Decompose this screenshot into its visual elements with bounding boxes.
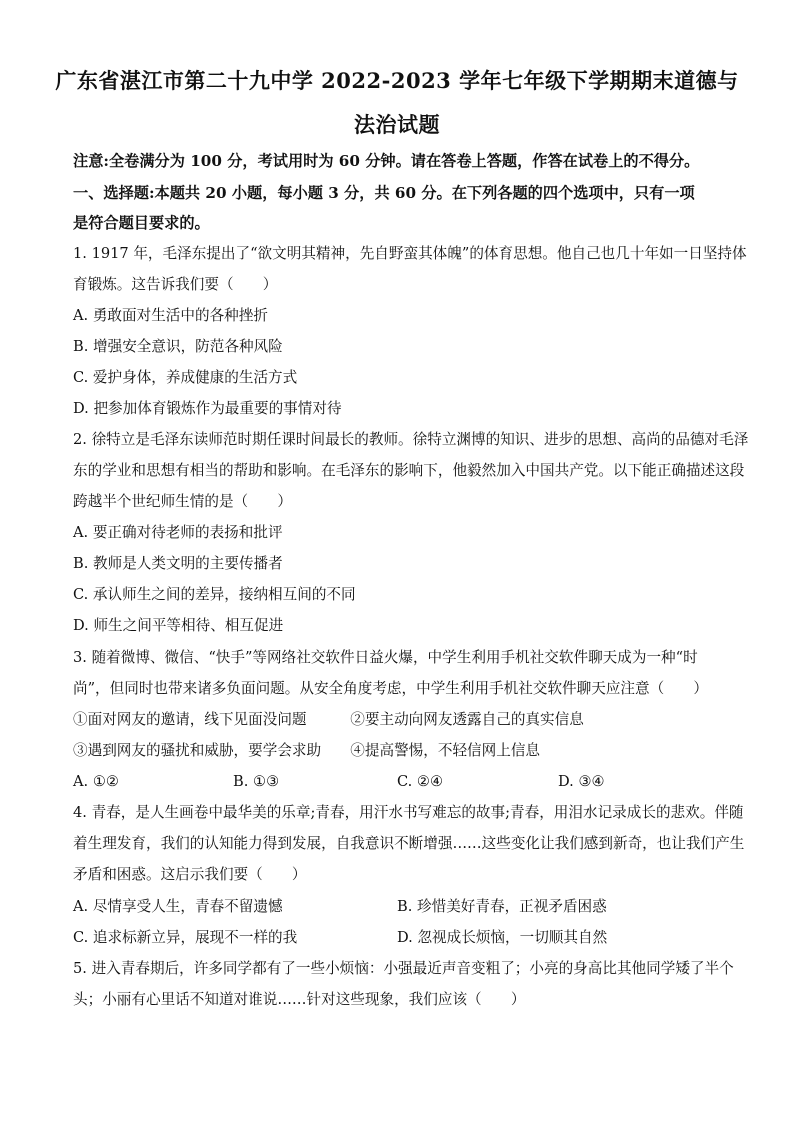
question-3-statements-1-2: ①面对网友的邀请，线下见面没问题 ②要主动向网友透露自己的真实信息	[73, 711, 584, 728]
exam-notice: 注意:全卷满分为 100 分，考试用时为 60 分钟。请在答卷上答题，作答在试卷上的不得分。	[73, 152, 700, 170]
question-5-stem-line-2: 头；小丽有心里话不知道对谁说……针对这些现象，我们应该（ ）	[73, 991, 526, 1008]
question-4-stem-line-1: 4. 青春，是人生画卷中最华美的乐章;青春，用汗水书写难忘的故事;青春，用泪水记录成长的悲欢。伴随	[73, 804, 744, 821]
question-1-option-a: A. 勇敢面对生活中的各种挫折	[73, 307, 268, 324]
question-3-option-a: A. ①②	[73, 773, 119, 790]
section-heading-line-2: 是符合题目要求的。	[73, 214, 210, 232]
question-1-option-d: D. 把参加体育锻炼作为最重要的事情对待	[73, 400, 342, 417]
question-4-option-a: A. 尽情享受人生，青春不留遗憾	[73, 898, 283, 915]
question-1-option-b: B. 增强安全意识，防范各种风险	[73, 338, 283, 355]
question-4-option-c: C. 追求标新立异，展现不一样的我	[73, 929, 298, 946]
question-2-stem-line-3: 跨越半个世纪师生情的是（ ）	[73, 493, 292, 510]
question-4-stem-line-2: 着生理发育，我们的认知能力得到发展，自我意识不断增强……这些变化让我们感到新奇，也让我们产生	[73, 835, 745, 852]
question-4-stem-line-3: 矛盾和困惑。这启示我们要（ ）	[73, 866, 307, 883]
exam-title-line-1: 广东省湛江市第二十九中学 2022-2023 学年七年级下学期期末道德与	[55, 68, 739, 93]
question-3-stem-line-2: 尚”，但同时也带来诸多负面问题。从安全角度考虑，中学生利用手机社交软件聊天应注意（ ）	[73, 680, 708, 697]
question-3-statements-3-4: ③遇到网友的骚扰和威胁，要学会求助 ④提高警惕，不轻信网上信息	[73, 742, 541, 759]
question-1-option-c: C. 爱护身体，养成健康的生活方式	[73, 369, 298, 386]
question-3-stem-line-1: 3. 随着微博、微信、“快手”等网络社交软件日益火爆，中学生利用手机社交软件聊天成为一种“时	[73, 649, 698, 666]
question-2-option-d: D. 师生之间平等相待、相互促进	[73, 617, 284, 634]
question-4-option-b: B. 珍惜美好青春，正视矛盾困惑	[397, 898, 607, 915]
question-3-option-b: B. ①③	[233, 773, 280, 790]
question-2-stem-line-1: 2. 徐特立是毛泽东读师范时期任课时间最长的教师。徐特立渊博的知识、进步的思想、高尚的品德对毛泽	[73, 431, 749, 448]
question-3-option-d: D. ③④	[558, 773, 605, 790]
question-1-stem-line-2: 育锻炼。这告诉我们要（ ）	[73, 276, 278, 293]
question-4-option-d: D. 忽视成长烦恼，一切顺其自然	[397, 929, 608, 946]
question-5-stem-line-1: 5. 进入青春期后，许多同学都有了一些小烦恼：小强最近声音变粗了；小亮的身高比其他同学矮了半个	[73, 960, 734, 977]
section-heading-line-1: 一、选择题:本题共 20 小题，每小题 3 分，共 60 分。在下列各题的四个选项中，只有一项	[73, 184, 695, 202]
exam-title-line-2: 法治试题	[354, 112, 440, 137]
question-2-option-a: A. 要正确对待老师的表扬和批评	[73, 524, 283, 541]
question-2-option-c: C. 承认师生之间的差异，接纳相互间的不同	[73, 586, 356, 603]
question-2-stem-line-2: 东的学业和思想有相当的帮助和影响。在毛泽东的影响下，他毅然加入中国共产党。以下能正确描述这段	[73, 462, 745, 479]
question-1-stem-line-1: 1. 1917 年，毛泽东提出了“欲文明其精神，先自野蛮其体魄”的体育思想。他自己也几十年如一日坚持体	[73, 245, 747, 262]
question-2-option-b: B. 教师是人类文明的主要传播者	[73, 555, 283, 572]
question-3-option-c: C. ②④	[397, 773, 444, 790]
